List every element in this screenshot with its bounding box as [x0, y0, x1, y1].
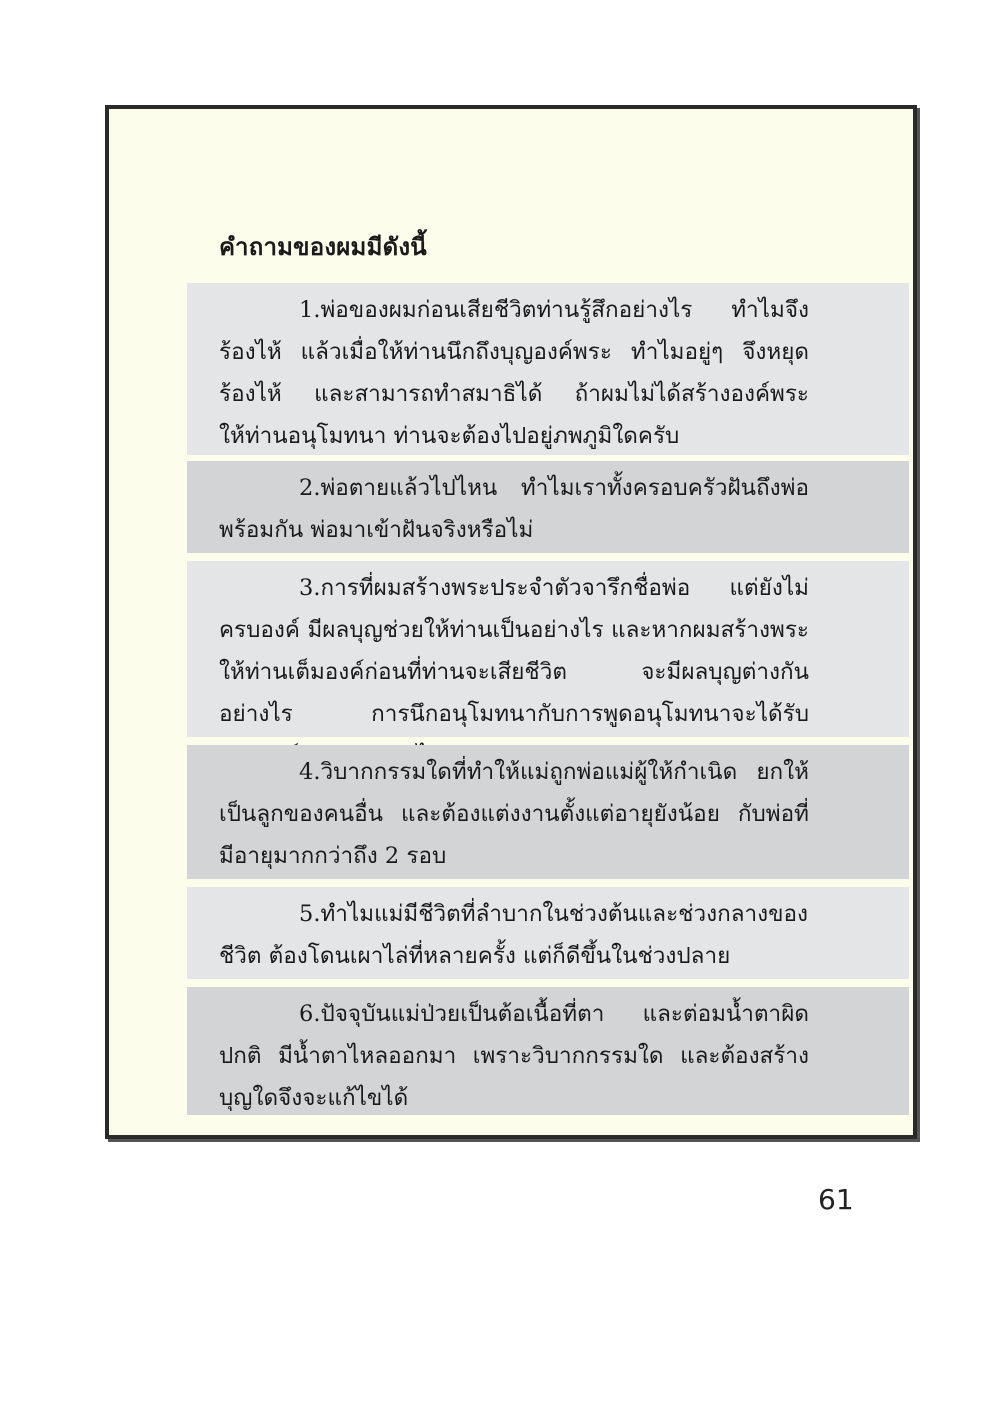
question-text: 2.พ่อตายแล้วไปไหน ทำไมเราทั้งครอบครัวฝันถึงพ่อพร้อมกัน พ่อมาเข้าฝันจริงหรือไม่	[219, 475, 809, 543]
question-panel	[105, 105, 917, 1139]
question-text: 5.ทำไมแม่มีชีวิตที่ลำบากในช่วงต้นและช่วงกลางของชีวิต ต้องโดนเผาไล่ที่หลายครั้ง แต่ก็ดีขึ้นในช่วงปลาย	[219, 901, 808, 969]
question-text: 4.วิบากกรรมใดที่ทำให้แม่ถูกพ่อแม่ผู้ให้กำเนิด ยกให้เป็นลูกของคนอื่น และต้องแต่งงานตั้งแต่อายุยังน้อย กับพ่อที่มีอายุมากกว่าถึง 2 รอบ	[219, 759, 809, 869]
question-item-6	[187, 987, 909, 1115]
section-heading: คำถามของผมมีดังนี้	[219, 232, 427, 261]
question-item-2	[187, 461, 909, 553]
question-text: 3.การที่ผมสร้างพระประจำตัวจารึกชื่อพ่อ แต่ยังไม่ครบองค์ มีผลบุญช่วยให้ท่านเป็นอย่างไร และหากผมสร้างพระให้ท่านเต็มองค์ก่อนที่ท่านจะเสียชีวิต จะมีผลบุญต่างกันอย่างไร การนึกอนุโมทนากับการพูดอนุโมทนาจะได้รับ	[219, 575, 809, 727]
question-item-5	[187, 887, 909, 979]
question-text: 6.ปัจจุบันแม่ป่วยเป็นต้อเนื้อที่ตา และต่อมน้ำตาผิดปกติ มีน้ำตาไหลออกมา เพราะวิบากกรรมใด และต้องสร้างบุญใดจึงจะแก้ไขได้	[219, 1001, 809, 1111]
question-text: 1.พ่อของผมก่อนเสียชีวิตท่านรู้สึกอย่างไร ทำไมจึงร้องไห้ แล้วเมื่อให้ท่านนึกถึงบุญองค์พระ ทำไมอยู่ๆ จึงหยุดร้องไห้ และสามารถทำสมาธิได้ ถ้าผมไม่ได้สร้างองค์พระให้ท่านอนุโมทนา ท่านจะต้องไปอยู่ภพภูมิใดครับ	[219, 297, 809, 449]
question-item-1	[187, 283, 909, 455]
question-item-4	[187, 745, 909, 879]
question-item-3	[187, 561, 909, 737]
page-number: 61	[818, 1183, 854, 1216]
